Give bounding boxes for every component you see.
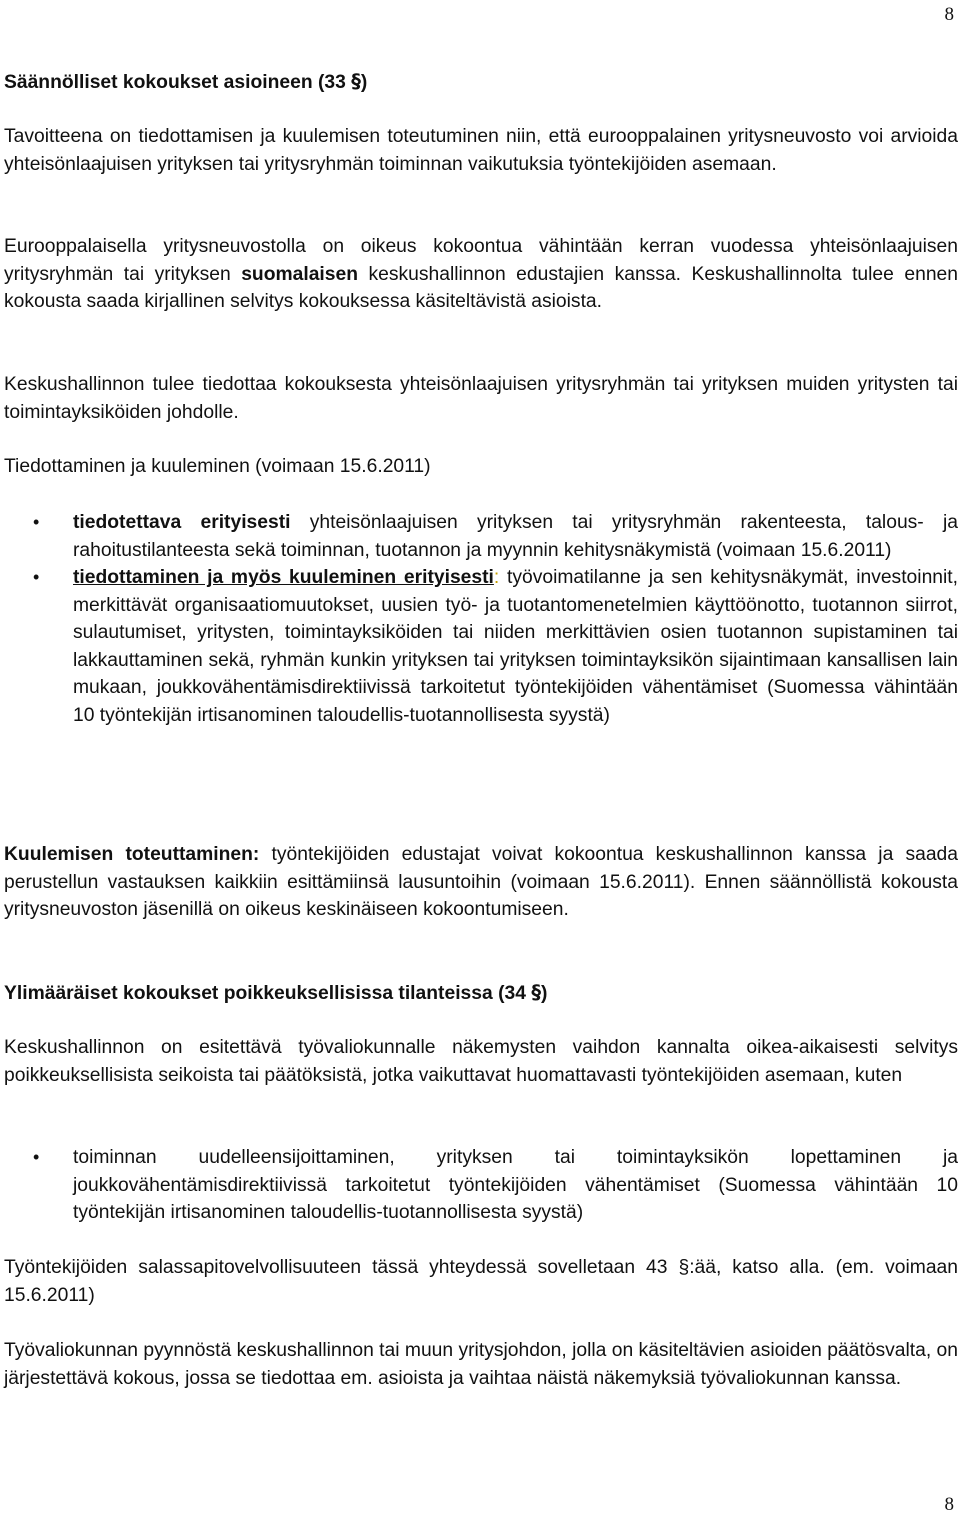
section1-paragraph-3: Keskushallinnon tulee tiedottaa kokouksesta yhteisönlaajuisen yritysryhmän tai yrityksen muiden yritysten tai toimintayksiköiden johdolle.: [4, 374, 958, 423]
p2-bold-suomalaisen: suomalaisen: [241, 263, 358, 285]
p2-text-post: keskushallinnon edustajien kanssa. Keskushallinnolta tulee ennen kokousta saada kirjallinen selvitys kokouksessa käsiteltävistä asioista.: [4, 263, 958, 312]
s2p2-post: :ää, katso alla. (em. voimaan 15.6.2011): [4, 1257, 958, 1306]
section-symbol: §: [351, 70, 361, 93]
section1-heading: [4, 68, 958, 97]
section1-paragraph-1: Tavoitteena on tiedottamisen ja kuulemisen toteutuminen niin, että eurooppalainen yritysneuvosto voi arvioida yhteisönlaajuisen yrityksen tai yritysryhmän toiminnan vaikutuksia työntekijöiden asemaan.: [4, 126, 958, 175]
bullet2-text: työvoimatilanne ja sen kehitysnäkymät, investoinnit, merkittävät organisaatiomuutokset, uusien työ- ja tuotantomenetelmien käyttöönotto, tuotannon siirrot, sulautumiset, yritysten, toimintayksiköiden tai niiden merkittävien osien tuotannon supistaminen tai lakkauttaminen sekä, ryhmän kunkin yrityksen tai yrityksen toimintayksikön sijaintimaan kansallisen lain mukaan, joukkovähentämisdirektiivissä tarkoitetut työntekijöiden vähentämiset (Suomessa vähintään 10 työntekijän irtisanominen taloudellis-tuotannollisesta syystä): [73, 567, 959, 726]
section1-heading-text: Säännölliset kokoukset asioineen (33: [4, 72, 352, 93]
section-symbol: §: [678, 1257, 690, 1278]
p2-text-pre: Eurooppalaisella yritysneuvostolla on oikeus kokoontua vähintään kerran vuodessa yhteisönlaajuisen yritysryhmän tai yrityksen: [4, 236, 958, 285]
page-number-top: 8: [944, 4, 954, 25]
section1-heading-close: ): [360, 72, 368, 93]
section1-paragraph-4: Tiedottaminen ja kuuleminen (voimaan 15.6.2011): [4, 456, 431, 477]
section2-bullet-list: [0, 1144, 958, 1227]
section2-heading-close: ): [540, 983, 548, 1004]
list-item: [0, 1144, 958, 1227]
section2-heading-text: Ylimääräiset kokoukset poikkeuksellisissa tilanteissa (34: [4, 983, 532, 1004]
section2-paragraph-1: Keskushallinnon on esitettävä työvaliokunnalle näkemysten vaihdon kannalta oikea-aikaisesti selvitys poikkeuksellisista seikoista tai päätöksistä, jotka vaikuttavat huomattavasti työntekijöiden asemaan, kuten: [4, 1037, 958, 1086]
section2-paragraph-2: [4, 1254, 958, 1309]
page-number-bottom: 8: [944, 1494, 954, 1515]
list-item: [0, 509, 958, 564]
list-item: [0, 564, 958, 729]
bullet2-bold: tiedottaminen ja myös kuuleminen erityisesti: [73, 567, 494, 588]
bullet-icon: •: [33, 567, 40, 587]
bullet-icon: •: [33, 512, 40, 532]
section2-bullet1-text: toiminnan uudelleensijoittaminen, yrityksen tai toimintayksikön lopettaminen ja joukkovähentämisdirektiivissä tarkoitetut työntekijöiden vähentämiset (Suomessa vähintään 10 työntekijän irtisanominen taloudellis-tuotannollisesta syystä): [73, 1147, 958, 1223]
p5-text: työntekijöiden edustajat voivat kokoontua keskushallinnon kanssa ja saada perustellun vastauksen kaikkiin esittämiinsä lausuntoihin (voimaan 15.6.2011). Ennen säännöllistä kokousta yritysneuvoston jäsenillä on oikeus keskinäiseen kokoontumiseen.: [4, 844, 959, 920]
section1-paragraph-5: [4, 841, 958, 924]
section2-paragraph-3: Työvaliokunnan pyynnöstä keskushallinnon tai muun yritysjohdon, jolla on käsiteltävien asioiden päätösvalta, on järjestettävä kokous, jossa se tiedottaa em. asioista ja vaihtaa näistä näkemyksiä työvaliokunnan kanssa.: [4, 1340, 958, 1389]
section-symbol: §: [531, 981, 541, 1004]
section2-heading: [4, 979, 958, 1008]
section1-bullet-list: [0, 509, 958, 729]
bullet-icon: •: [33, 1147, 40, 1167]
bullet1-bold: tiedotettava erityisesti: [73, 512, 291, 533]
s2p2-pre: Työntekijöiden salassapitovelvollisuuteen tässä yhteydessä sovelletaan 43: [4, 1257, 679, 1278]
p5-bold-label: Kuulemisen toteuttaminen:: [4, 844, 260, 865]
bullet1-text: yhteisönlaajuisen yrityksen tai yritysryhmän rakenteesta, talous- ja rahoitustilanteesta sekä toiminnan, tuotannon ja myynnin kehitysnäkymistä (voimaan 15.6.2011): [73, 512, 958, 561]
bullet2-colon: :: [493, 567, 500, 588]
section1-paragraph-2: [4, 233, 958, 316]
